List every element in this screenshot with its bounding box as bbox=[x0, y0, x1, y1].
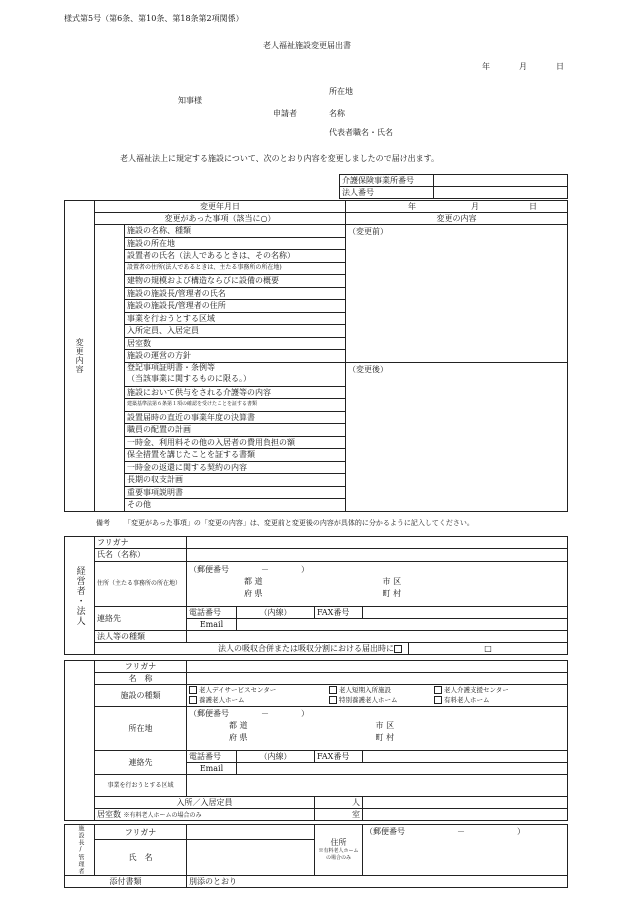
operator-name-field[interactable] bbox=[187, 549, 568, 562]
change-item: 事業を行おうとする区域 bbox=[125, 312, 346, 325]
postal-label: （郵便番号 bbox=[365, 827, 405, 836]
change-item-line: （当該事業に関するものに限る。） bbox=[127, 374, 251, 383]
facility-address-field[interactable] bbox=[187, 707, 568, 751]
city-machi: 町 bbox=[382, 589, 391, 599]
governor-address: 知事様 bbox=[178, 96, 202, 105]
change-item: 設置者の住所(法人であるときは、主たる事務所の所在地) bbox=[125, 262, 346, 275]
facility-table bbox=[64, 660, 568, 821]
operator-tel-label: 電話番号 bbox=[187, 607, 237, 619]
checkbox[interactable] bbox=[329, 696, 337, 704]
facility-email-field[interactable] bbox=[237, 763, 568, 775]
note-text: 「変更があった事項」の「変更の内容」は、変更前と変更後の内容が具体的に分かるように記入してください。 bbox=[124, 519, 474, 527]
rooms-text: 居室数 bbox=[97, 809, 121, 819]
change-item: 建築基準法第６条第１項の確認を受けたことを証する書類 bbox=[125, 399, 346, 412]
merger-text: 法人の吸収合併または吸収分割における届出時に bbox=[218, 643, 394, 653]
facility-email-label: Email bbox=[187, 763, 237, 775]
facility-postal-line bbox=[189, 709, 565, 718]
city-mura: 村 bbox=[393, 589, 402, 599]
attachments-value: 別添のとおり bbox=[187, 876, 568, 888]
merger-inline-checkbox[interactable] bbox=[394, 645, 402, 653]
changed-items-header: 変更があった事項（該当に○） bbox=[95, 213, 346, 225]
capacity-label: 入所／入居定員 bbox=[95, 797, 315, 809]
pref-ken: 県 bbox=[239, 733, 248, 743]
declaration-statement: 老人福祉法上に規定する施設について、次のとおり内容を変更しましたので届け出ます。 bbox=[120, 154, 440, 163]
header-date-month: 月 bbox=[519, 62, 527, 71]
pref-to: 都 bbox=[229, 721, 237, 731]
operator-pref-line2 bbox=[244, 589, 565, 598]
corp-type-label: 法人等の種類 bbox=[95, 631, 187, 643]
change-item: 施設の所在地 bbox=[125, 237, 346, 250]
manager-name-label: 氏 名 bbox=[95, 840, 187, 876]
checkbox[interactable] bbox=[189, 696, 197, 704]
change-item: 施設の名称、種類 bbox=[125, 225, 346, 238]
manager-name-field[interactable] bbox=[187, 840, 315, 876]
rooms-blank bbox=[363, 809, 568, 821]
facility-pref-line1 bbox=[229, 721, 565, 730]
change-item: 建物の規模および構造ならびに設備の概要 bbox=[125, 275, 346, 288]
pref-fu: 府 bbox=[229, 733, 237, 743]
facility-type-option[interactable] bbox=[189, 696, 329, 706]
option-label: 老人デイサービスセンター bbox=[199, 685, 277, 694]
option-label: 養護老人ホーム bbox=[199, 695, 245, 704]
facility-type-option[interactable] bbox=[329, 686, 434, 696]
postal-dash: － bbox=[261, 565, 269, 574]
rooms-label bbox=[95, 809, 315, 821]
facility-fax-label: FAX番号 bbox=[315, 751, 363, 763]
city-shi: 市 bbox=[382, 577, 391, 587]
city-shi: 市 bbox=[375, 721, 384, 731]
capacity-blank bbox=[363, 797, 568, 809]
city-machi: 町 bbox=[375, 733, 384, 743]
change-item bbox=[125, 362, 346, 386]
change-item: その他 bbox=[125, 499, 346, 512]
facility-furigana-field[interactable] bbox=[187, 661, 568, 673]
header-date-day: 日 bbox=[556, 62, 564, 71]
care-insurance-number-field[interactable] bbox=[434, 175, 568, 187]
change-item: 設置者の氏名（法人であるときは、その名称） bbox=[125, 250, 346, 263]
operator-email-label: Email bbox=[187, 619, 237, 631]
change-item: 施設において供与をされる介護等の内容 bbox=[125, 386, 346, 399]
change-item: 施設の施設長/管理者の住所 bbox=[125, 300, 346, 313]
capacity-field[interactable]: 人 bbox=[315, 797, 363, 809]
facility-tel-label: 電話番号 bbox=[187, 751, 237, 763]
operator-side-label: 経営者・法人 bbox=[65, 537, 95, 655]
operator-furigana-field[interactable] bbox=[187, 537, 568, 549]
manager-table bbox=[64, 824, 568, 888]
operator-address-field[interactable] bbox=[187, 562, 568, 607]
changes-table bbox=[64, 200, 568, 512]
operator-postal-line bbox=[189, 565, 565, 574]
service-area-label: 事業を行おうとする区域 bbox=[95, 775, 187, 797]
change-item: 職員の配置の計画 bbox=[125, 424, 346, 437]
change-date-field[interactable] bbox=[346, 201, 568, 213]
change-item: 居室数 bbox=[125, 337, 346, 350]
applicant-address-label: 所在地 bbox=[329, 87, 353, 96]
change-item: 保全措置を講じたことを証する書類 bbox=[125, 449, 346, 462]
change-date-year: 年 bbox=[408, 201, 416, 211]
manager-furigana-field[interactable] bbox=[187, 825, 315, 840]
manager-address-note: ※有料老人ホームの場合のみ bbox=[318, 848, 359, 861]
applicant-name-label: 名称 bbox=[329, 109, 345, 118]
postal-close: ） bbox=[301, 565, 309, 574]
applicant-label: 申請者 bbox=[273, 109, 297, 118]
merger-checkbox[interactable]: □ bbox=[409, 643, 568, 655]
change-item: 長期の収支計画 bbox=[125, 474, 346, 487]
facility-type-row bbox=[189, 696, 565, 706]
content-after-field[interactable]: （変更後） bbox=[346, 362, 568, 511]
checkbox[interactable] bbox=[434, 696, 442, 704]
note-label: 備考 bbox=[96, 519, 110, 527]
operator-pref-line1 bbox=[244, 577, 565, 586]
manager-address-label bbox=[315, 825, 363, 876]
facility-type-option[interactable] bbox=[434, 696, 490, 704]
pref-do: 道 bbox=[239, 721, 248, 731]
postal-label: （郵便番号 bbox=[189, 565, 229, 574]
change-item-line: 登記事項証明書・条例等 bbox=[127, 363, 215, 373]
facility-type-option[interactable] bbox=[189, 686, 329, 696]
operator-contact-label: 連絡先 bbox=[95, 607, 187, 631]
manager-address-field[interactable] bbox=[363, 825, 568, 876]
form-number: 様式第5号（第6条、第10条、第18条第2項関係） bbox=[64, 14, 244, 23]
manager-side-label: 施設長/管理者 bbox=[65, 825, 95, 876]
facility-fax-field[interactable] bbox=[363, 751, 568, 763]
checkbox[interactable] bbox=[189, 686, 197, 694]
postal-label: （郵便番号 bbox=[189, 709, 229, 718]
corporate-number-label: 法人番号 bbox=[340, 187, 434, 199]
rooms-note: ※有料老人ホームの場合のみ bbox=[123, 811, 202, 819]
postal-close: ） bbox=[301, 709, 309, 718]
change-item: 一時金の返還に関する契約の内容 bbox=[125, 461, 346, 474]
content-before-field[interactable]: （変更前） bbox=[346, 225, 568, 363]
facility-type-option[interactable] bbox=[434, 686, 509, 694]
change-item: 設置届時の直近の事業年度の決算書 bbox=[125, 411, 346, 424]
checkbox[interactable] bbox=[434, 686, 442, 694]
city-ku: 区 bbox=[393, 577, 402, 587]
facility-furigana-label: フリガナ bbox=[95, 661, 187, 673]
pref-do: 道 bbox=[254, 577, 263, 587]
manager-address-text: 住所 bbox=[330, 837, 347, 847]
facility-tel-field[interactable]: （内線） bbox=[237, 751, 315, 763]
attachments-label: 添付書類 bbox=[65, 876, 187, 888]
operator-tel-field[interactable]: （内線） bbox=[237, 607, 315, 619]
change-date-month: 月 bbox=[471, 201, 479, 211]
operator-address-label: 住所（主たる事務所の所在地） bbox=[95, 562, 187, 607]
corporate-number-field[interactable] bbox=[434, 187, 568, 199]
change-item: 重要事項説明書 bbox=[125, 486, 346, 499]
items-mark-column[interactable] bbox=[95, 225, 125, 512]
operator-table bbox=[64, 536, 568, 655]
facility-name-field[interactable] bbox=[187, 673, 568, 685]
rooms-field[interactable]: 室 bbox=[315, 809, 363, 821]
merger-label bbox=[95, 643, 409, 655]
operator-furigana-label: フリガナ bbox=[95, 537, 187, 549]
option-label: 特別養護老人ホーム bbox=[339, 695, 398, 704]
postal-dash: － bbox=[261, 709, 269, 718]
header-date-year: 年 bbox=[482, 62, 490, 71]
option-label: 老人介護支援センター bbox=[444, 685, 509, 694]
change-item: 入所定員、入居定員 bbox=[125, 325, 346, 338]
operator-fax-label: FAX番号 bbox=[315, 607, 363, 619]
facility-side-cell bbox=[65, 661, 95, 821]
facility-pref-line2 bbox=[229, 733, 565, 742]
change-item: 施設の施設長/管理者の氏名 bbox=[125, 287, 346, 300]
id-number-box bbox=[339, 174, 568, 199]
checkbox[interactable] bbox=[329, 686, 337, 694]
care-insurance-number-label: 介護保険事業所番号 bbox=[340, 175, 434, 187]
city-ku: 区 bbox=[386, 721, 395, 731]
city-mura: 村 bbox=[386, 733, 395, 743]
change-date-header: 変更年月日 bbox=[95, 201, 346, 213]
facility-type-options bbox=[187, 685, 568, 707]
change-date-day: 日 bbox=[529, 201, 537, 211]
changes-side-label: 変更内容 bbox=[65, 201, 95, 512]
facility-type-option[interactable] bbox=[329, 696, 434, 706]
operator-name-label: 氏名（名称） bbox=[95, 549, 187, 562]
facility-name-label: 名 称 bbox=[95, 673, 187, 685]
facility-type-row bbox=[189, 686, 565, 696]
change-item: 一時金、利用料その他の入居者の費用負担の額 bbox=[125, 436, 346, 449]
facility-address-label: 所在地 bbox=[95, 707, 187, 751]
postal-close: ） bbox=[517, 827, 525, 836]
facility-type-label: 施設の種類 bbox=[95, 685, 187, 707]
service-area-field[interactable] bbox=[187, 775, 568, 797]
applicant-representative-label: 代表者職名・氏名 bbox=[329, 128, 393, 137]
pref-ken: 県 bbox=[254, 589, 263, 599]
pref-fu: 府 bbox=[244, 589, 252, 599]
operator-fax-field[interactable] bbox=[363, 607, 568, 619]
option-label: 有料老人ホーム bbox=[444, 695, 490, 704]
corp-type-field[interactable] bbox=[187, 631, 568, 643]
option-label: 老人短期入所施設 bbox=[339, 685, 391, 694]
manager-furigana-label: フリガナ bbox=[95, 825, 187, 840]
change-content-header: 変更の内容 bbox=[346, 213, 568, 225]
change-item: 施設の運営の方針 bbox=[125, 350, 346, 363]
postal-dash: － bbox=[457, 827, 465, 836]
facility-contact-label: 連絡先 bbox=[95, 751, 187, 775]
document-title: 老人福祉施設変更届出書 bbox=[263, 41, 351, 50]
pref-to: 都 bbox=[244, 577, 252, 587]
operator-email-field[interactable] bbox=[237, 619, 568, 631]
